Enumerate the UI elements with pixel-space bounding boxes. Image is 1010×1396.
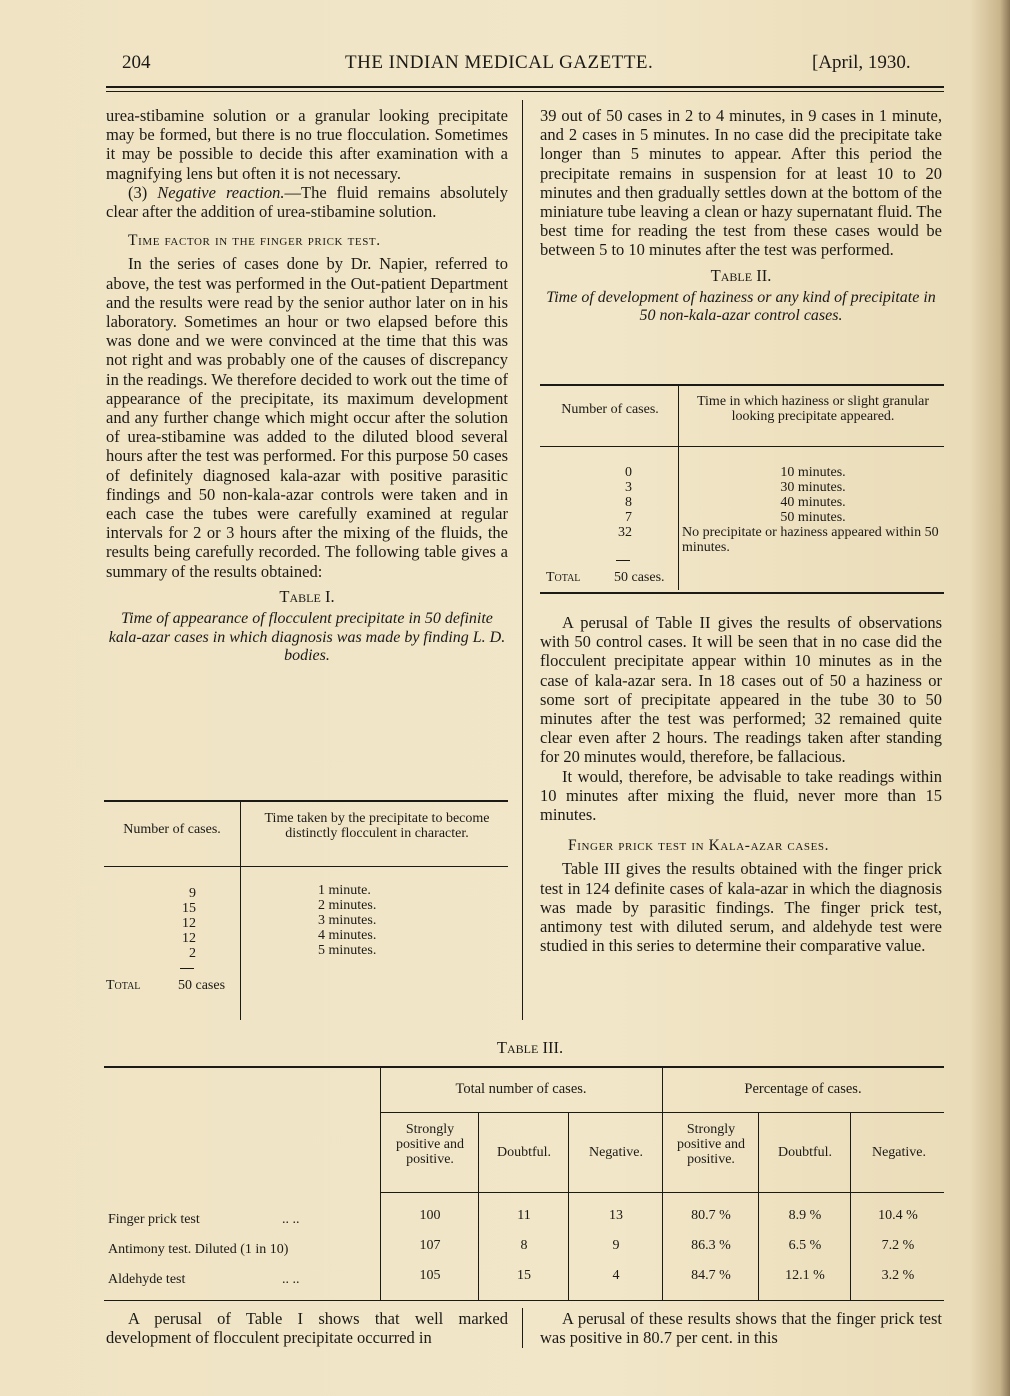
table3-rule-bottom	[104, 1300, 944, 1301]
column-divider	[522, 100, 523, 1020]
footer-column-divider	[522, 1308, 523, 1348]
table2-row-cases: 3	[625, 480, 632, 495]
table1-row-time: 2 minutes.	[318, 898, 377, 913]
table3-cell: 9	[612, 1238, 620, 1253]
table3-cell: 7.2 %	[881, 1238, 915, 1253]
table3-cell: 86.3 %	[691, 1238, 731, 1253]
table3-rule-group	[380, 1112, 944, 1113]
table2-row-cases: 0	[625, 465, 632, 480]
table3-subheader: Negative.	[588, 1145, 644, 1160]
table2-row-cases: 8	[625, 495, 632, 510]
table2-name: Table II.	[710, 265, 772, 285]
section-heading-kala-azar: Finger prick test in Kala-azar cases.	[568, 837, 830, 855]
table1-row-cases: 12	[182, 916, 196, 931]
issue-date: [April, 1930.	[812, 52, 911, 73]
table1-row-time: 5 minutes.	[318, 943, 377, 958]
table3-cell: 8	[520, 1238, 528, 1253]
table3-cell: 6.5 %	[788, 1238, 822, 1253]
table3-rule-subheader	[380, 1192, 944, 1193]
left-paragraph-2	[106, 183, 508, 221]
table3-vline-label	[380, 1068, 381, 1300]
table3-subheader: Strongly positive and positive.	[395, 1122, 465, 1167]
table2-col2-header: Time in which haziness or slight granular looking precipitate appeared.	[696, 394, 929, 424]
table3-cell: 8.9 %	[788, 1208, 822, 1223]
table1-rule-header	[104, 866, 508, 867]
left-paragraph-3: In the series of cases done by Dr. Napier, referred to above, the test was performed in the Out-patient Department and the results were read by the senior author later on in his laboratory. Sometimes an hour or two elapsed before this was done and we were convinced at the time that this was not right and was probably one of the causes of discrepancy in the readings. We therefore decided to work out the time of appearance of the precipitate, its maximum development and any further change which might occur after the solution of urea-stibamine was added to the diluted blood several hours after the test was performed. For this purpose 50 cases of definitely diagnosed kala-azar with positive parasitic findings and 50 non-kala-azar controls were taken and in each case the tubes were carefully examined at regular intervals for 2 or 3 hours after the mixing of the fluids, the results being carefully recorded. The following table gives a summary of the results obtained:	[106, 254, 508, 581]
table2-times-list	[682, 465, 944, 555]
table2-row-time: 30 minutes.	[780, 480, 846, 495]
table1-times-list	[318, 883, 498, 958]
table3-row-label: Antimony test. Diluted (1 in 10)	[108, 1242, 289, 1257]
right-column-top	[540, 106, 942, 326]
table2-row-cases: 32	[618, 525, 632, 540]
table2-row-time: 50 minutes.	[780, 510, 846, 525]
right-paragraph-1: 39 out of 50 cases in 2 to 4 minutes, in 9 cases in 1 minute, and 2 cases in 5 minutes. In no case did the precipitate take longer than 5 minutes to appear. After this period the precipitate remains in suspension for at least 10 to 20 minutes and then gradually settles down at the bottom of the miniature tube leaving a clean or hazy supernatant fluid. The best time for reading the test from these cases would be between 5 to 10 minutes after the test was performed.	[540, 106, 942, 260]
para2-label: (3)	[128, 182, 158, 202]
table1-row-cases: 12	[182, 931, 196, 946]
footer-right	[540, 1309, 942, 1347]
table1-row-cases: 15	[182, 901, 196, 916]
table1-col2-header: Time taken by the precipitate to become distinctly flocculent in character.	[264, 811, 490, 841]
table2-cases-list	[606, 465, 632, 540]
table3-subheader: Doubtful.	[777, 1145, 833, 1160]
table3-vline-d	[850, 1112, 851, 1300]
table3-cell: 80.7 %	[691, 1208, 731, 1223]
table3-row-dots: .. ..	[282, 1212, 300, 1227]
table2-total-value: 50 cases.	[614, 570, 665, 585]
table2-rule-header	[540, 446, 944, 447]
table3-name: Table III.	[496, 1038, 564, 1057]
right-paragraph-4: Table III gives the results obtained with the finger prick test in 124 definite cases of kala-azar in which the diagnosis was made by parasitic findings. The finger prick test, antimony test with diluted serum, and aldehyde test were studied in this series to determine their comparative value.	[540, 859, 942, 956]
running-header	[0, 52, 1010, 80]
table3-cell: 10.4 %	[878, 1208, 918, 1223]
table1-total-value: 50 cases	[178, 978, 226, 993]
table3-vline-group	[662, 1068, 663, 1300]
table2-col1-header: Number of cases.	[561, 402, 659, 417]
table3-group2-header: Percentage of cases.	[744, 1081, 862, 1097]
table1-row-time: 1 minute.	[318, 883, 371, 898]
table2-caption: Time of development of haziness or any kind of precipitate in 50 non-kala-azar control cases.	[546, 288, 936, 325]
table1-rule-top	[104, 800, 508, 802]
table3-row-dots: .. ..	[282, 1272, 300, 1287]
table1-row-cases: 9	[189, 886, 196, 901]
para2-italic: Negative reaction.	[157, 182, 285, 202]
table3-group1-header: Total number of cases.	[455, 1081, 587, 1097]
table3-cell: 105	[419, 1268, 441, 1283]
table3-vline-c	[758, 1112, 759, 1300]
table2-row-time: 40 minutes.	[780, 495, 846, 510]
journal-title: THE INDIAN MEDICAL GAZETTE.	[345, 52, 654, 73]
table1-total-label: Total	[106, 978, 141, 993]
footer-right-paragraph: A perusal of these results shows that the finger prick test was positive in 80.7 per cent. in this	[540, 1309, 942, 1348]
left-paragraph-1: urea-stibamine solution or a granular looking precipitate may be formed, but there is no true flocculation. Sometimes it may be possible to decide this after examination with a magnifying lens but often it is not necessary.	[106, 106, 508, 183]
table3-subheader: Negative.	[871, 1145, 927, 1160]
table2-row-time: No precipitate or haziness appeared within 50 minutes.	[682, 525, 939, 555]
table2-sum-line	[616, 560, 630, 561]
table3-cell: 84.7 %	[691, 1268, 731, 1283]
right-paragraph-3: It would, therefore, be advisable to take readings within 10 minutes after mixing the fluid, never more than 15 minutes.	[540, 766, 942, 825]
table3-vline-b	[568, 1112, 569, 1300]
para2-text: —The fluid remains absolutely clear after the addition of urea-stibamine solution.	[106, 182, 508, 222]
header-rule-top	[106, 86, 944, 88]
table3-subheader: Strongly positive and positive.	[676, 1122, 746, 1167]
table1-row-time: 3 minutes.	[318, 913, 377, 928]
table1-row-time: 4 minutes.	[318, 928, 377, 943]
left-column	[106, 106, 508, 666]
right-paragraph-2: A perusal of Table II gives the results of observations with 50 control cases. It will be seen that in no case did the flocculent precipitate appear within 10 minutes as in the case of kala-azar sera. In 18 cases out of 50 a haziness or some sort of precipitate appeared in the tube 30 to 50 minutes after the test was performed; 32 remained quite clear even after 2 hours. The readings taken after standing for 20 minutes would, therefore, be fallacious.	[540, 613, 942, 767]
table3-vline-a	[478, 1112, 479, 1300]
table3-cell: 107	[419, 1238, 441, 1253]
table1-name: Table I.	[279, 586, 335, 606]
table3-cell: 15	[517, 1268, 531, 1283]
footer-left-paragraph: A perusal of Table I shows that well marked development of flocculent precipitate occurred in	[106, 1309, 508, 1348]
page-number: 204	[122, 52, 151, 73]
section-heading-time-factor: Time factor in the finger prick test.	[128, 232, 381, 250]
footer-left	[106, 1309, 508, 1347]
table3-cell: 11	[517, 1208, 531, 1223]
table2-col-divider	[678, 386, 679, 590]
table2-total-label: Total	[546, 570, 581, 585]
table3-cell: 4	[612, 1268, 620, 1283]
table3-row-label: Finger prick test	[108, 1212, 200, 1227]
table1-sum-line	[180, 968, 194, 969]
table2-row-cases: 7	[625, 510, 632, 525]
table3-subheader: Doubtful.	[496, 1145, 552, 1160]
table2-row-time: 10 minutes.	[780, 465, 846, 480]
table3-cell: 3.2 %	[881, 1268, 915, 1283]
table3-row-label: Aldehyde test	[108, 1272, 186, 1287]
table1-cases-list	[160, 886, 196, 961]
table1-caption: Time of appearance of flocculent precipitate in 50 definite kala-azar cases in which diagnosis was made by finding L. D. bodies.	[108, 610, 506, 665]
table3-cell: 12.1 %	[785, 1268, 825, 1283]
table3-rule-top	[104, 1066, 944, 1068]
table3-cell: 13	[609, 1208, 623, 1223]
right-column-bottom	[540, 613, 942, 955]
table3-cell: 100	[419, 1208, 441, 1223]
table1-col1-header: Number of cases.	[123, 822, 221, 837]
header-rule-bottom	[106, 91, 944, 92]
table3-name-wrap	[480, 1038, 580, 1057]
table2-rule-top	[540, 384, 944, 386]
table1-row-cases: 2	[189, 946, 196, 961]
table1-col-divider	[240, 802, 241, 1020]
table2-rule-bottom	[540, 592, 944, 594]
